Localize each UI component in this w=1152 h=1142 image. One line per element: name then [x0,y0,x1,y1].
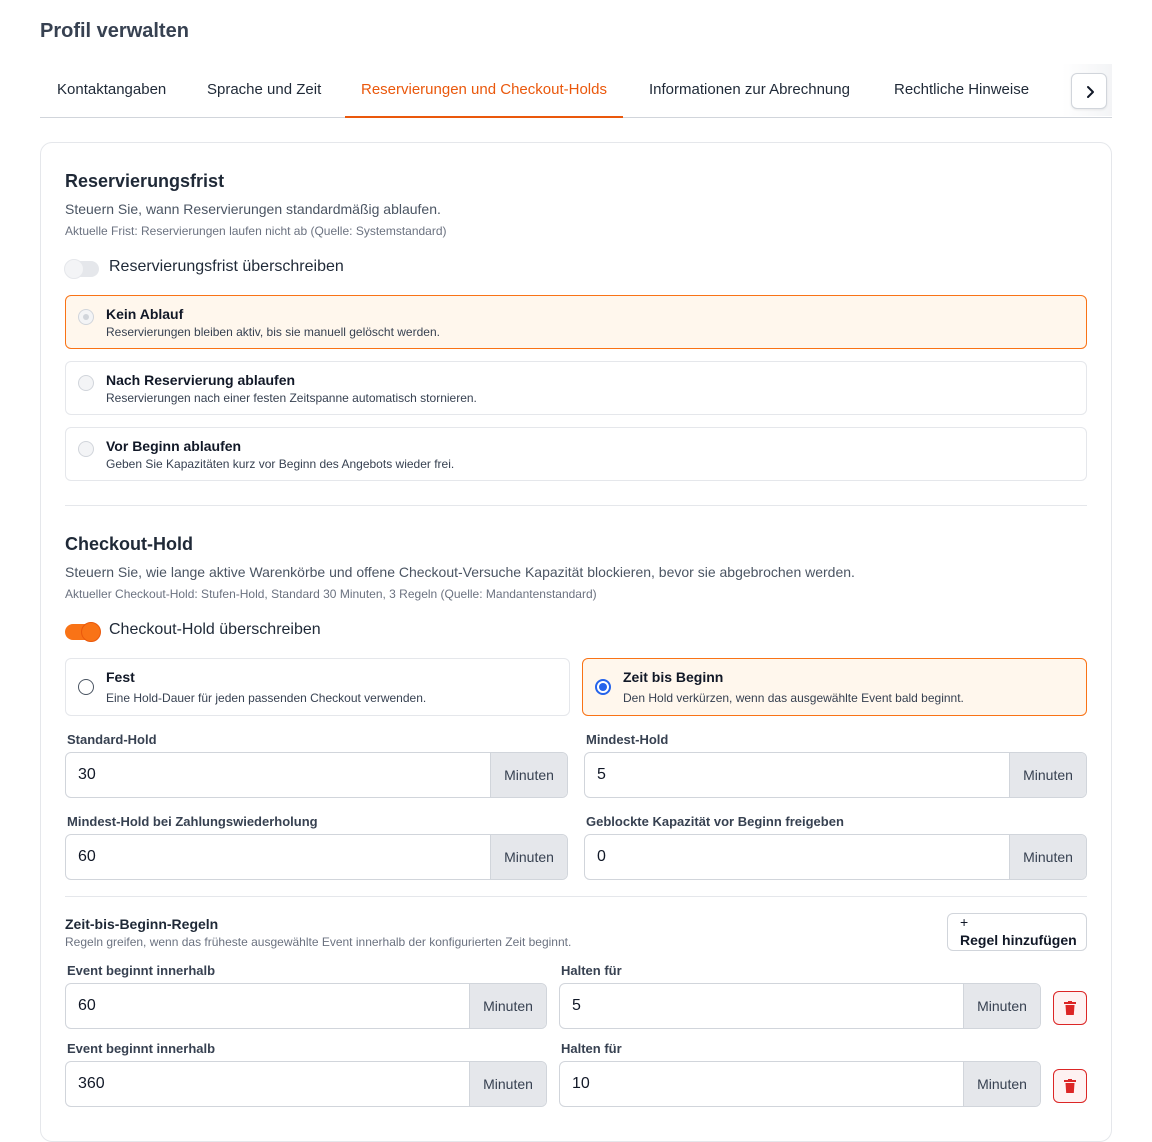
tab-bar [40,64,1112,118]
rule-hold-label: Halten für [561,1041,622,1056]
min-hold-label: Mindest-Hold [586,732,669,747]
standard-hold-input[interactable] [65,752,568,798]
release-before-label: Geblockte Kapazität vor Beginn freigeben [586,814,844,829]
unit-addon: Minuten [490,835,567,879]
unit-addon: Minuten [963,984,1040,1028]
reservation-override-label: Reservierungsfrist überschreiben [109,258,344,275]
settings-card [40,142,1112,1142]
add-rule-button[interactable] [947,913,1087,951]
unit-addon: Minuten [963,1062,1040,1106]
radio-nach-reservierung[interactable] [78,375,94,391]
checkout-description: Steuern Sie, wie lange aktive Warenkörbe und offene Checkout-Versuche Kapazität blockieren, bevor sie abgebrochen werden. [65,564,855,580]
tab-sprache-und-zeit[interactable]: Sprache und Zeit [207,81,322,98]
rules-description: Regeln greifen, wenn das früheste ausgewählte Event innerhalb der konfigurierten Zeit beginnt. [65,935,572,949]
input-value[interactable]: 5 [572,997,581,1014]
unit-addon: Minuten [1009,753,1086,797]
tab-rechtliche-hinweise[interactable]: Rechtliche Hinweise [894,81,1030,98]
radio-fest[interactable] [78,679,94,695]
rule-hold-input[interactable] [559,983,1041,1029]
reservation-title: Reservierungsfrist [65,171,225,191]
input-value[interactable]: 60 [78,997,96,1014]
unit-addon: Minuten [469,1062,546,1106]
tab-reservierungen[interactable]: Reservierungen und Checkout-Holds [345,64,623,118]
option-description: Eine Hold-Dauer für jeden passenden Checkout verwenden. [106,691,427,705]
input-value[interactable]: 10 [572,1075,590,1092]
radio-kein-ablauf[interactable] [78,309,94,325]
tab-scroll-right-button[interactable] [1071,73,1107,109]
option-title: Vor Beginn ablaufen [106,438,242,454]
input-value[interactable]: 30 [78,766,96,783]
unit-addon: Minuten [1009,835,1086,879]
option-title: Nach Reservierung ablaufen [106,372,296,388]
min-retry-hold-input[interactable] [65,834,568,880]
option-vor-beginn[interactable] [65,427,1087,481]
rules-divider [65,896,1087,897]
input-value[interactable]: 5 [597,766,606,783]
unit-addon: Minuten [490,753,567,797]
rule-within-label: Event beginnt innerhalb [67,963,216,978]
delete-rule-button[interactable] [1053,991,1087,1025]
option-description: Reservierungen bleiben aktiv, bis sie manuell gelöscht werden. [106,325,440,339]
checkout-override-label: Checkout-Hold überschreiben [109,621,321,638]
chevron-right-icon [1083,85,1097,99]
rule-within-input[interactable] [65,1061,547,1107]
option-description: Den Hold verkürzen, wenn das ausgewählte Event bald beginnt. [623,691,964,705]
trash-icon [1064,1001,1076,1015]
mode-fest[interactable] [65,658,570,716]
mode-zeit-bis-beginn[interactable] [582,658,1087,716]
standard-hold-label: Standard-Hold [67,732,157,747]
input-value[interactable]: 60 [78,848,96,865]
tab-abrechnung[interactable]: Informationen zur Abrechnung [649,81,850,98]
radio-vor-beginn[interactable] [78,441,94,457]
option-title: Kein Ablauf [106,306,184,322]
reservation-description: Steuern Sie, wann Reservierungen standardmäßig ablaufen. [65,201,441,217]
release-before-input[interactable] [584,834,1087,880]
delete-rule-button[interactable] [1053,1069,1087,1103]
rules-title: Zeit-bis-Beginn-Regeln [65,916,219,932]
option-title: Fest [106,669,135,685]
reservation-override-toggle[interactable] [65,261,99,277]
option-kein-ablauf[interactable] [65,295,1087,349]
option-description: Reservierungen nach einer festen Zeitspanne automatisch stornieren. [106,391,477,405]
min-hold-input[interactable] [584,752,1087,798]
rule-hold-label: Halten für [561,963,622,978]
plus-icon: + [960,914,969,930]
min-retry-hold-label: Mindest-Hold bei Zahlungswiederholung [67,814,318,829]
option-description: Geben Sie Kapazitäten kurz vor Beginn des Angebots wieder frei. [106,457,455,471]
reservation-current: Aktuelle Frist: Reservierungen laufen nicht ab (Quelle: Systemstandard) [65,224,447,238]
rule-hold-input[interactable] [559,1061,1041,1107]
checkout-override-toggle[interactable] [65,624,99,640]
page-title: Profil verwalten [40,20,189,42]
input-value[interactable]: 360 [78,1075,105,1092]
trash-icon [1064,1079,1076,1093]
rule-within-label: Event beginnt innerhalb [67,1041,216,1056]
section-divider [65,505,1087,506]
checkout-title: Checkout-Hold [65,534,193,554]
checkout-current: Aktueller Checkout-Hold: Stufen-Hold, Standard 30 Minuten, 3 Regeln (Quelle: Mandantenstandard) [65,587,597,601]
option-title: Zeit bis Beginn [623,669,724,685]
radio-zeit-bis-beginn[interactable] [595,679,611,695]
option-nach-reservierung[interactable] [65,361,1087,415]
input-value[interactable]: 0 [597,848,606,865]
rule-within-input[interactable] [65,983,547,1029]
tab-kontaktangaben[interactable]: Kontaktangaben [57,81,167,98]
add-rule-label: Regel hinzufügen [960,932,1077,948]
unit-addon: Minuten [469,984,546,1028]
